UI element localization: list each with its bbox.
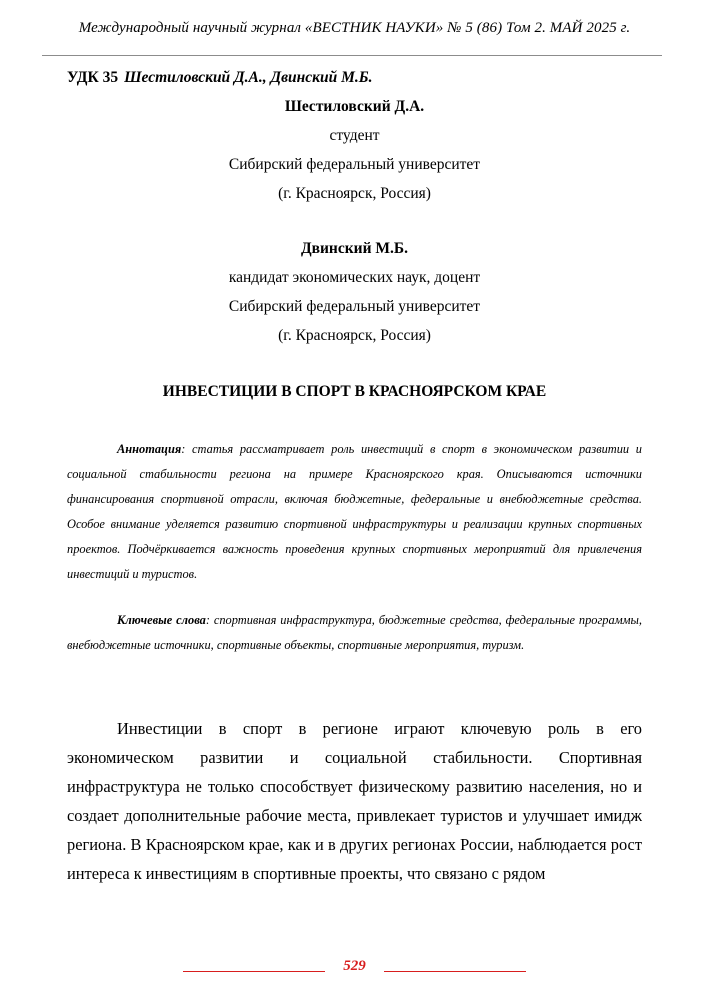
article-title: ИНВЕСТИЦИИ В СПОРТ В КРАСНОЯРСКОМ КРАЕ xyxy=(162,383,547,400)
body-paragraph: Инвестиции в спорт в регионе играют ключевую роль в его экономическом развитии и социальной стабильности. Спортивная инфраструктура не только способствует физическому развитию населения, но и создает дополнительные рабочие места, привлекает туристов и улучшает имидж региона. В Красноярском крае, как и в других регионах России, наблюдается рост интереса к инвестициям в спортивные проекты, что связано с рядом xyxy=(67,719,642,883)
keywords xyxy=(67,608,642,658)
author-location: (г. Красноярск, Россия) xyxy=(278,185,431,202)
keywords-text: : спортивная инфраструктура, бюджетные средства, федеральные программы, внебюджетные источники, спортивные объекты, спортивные мероприятия, туризм. xyxy=(67,613,642,652)
footer-rule-left xyxy=(183,971,325,972)
author-position: кандидат экономических наук, доцент xyxy=(228,269,481,286)
author-name: Двинский М.Б. xyxy=(300,240,409,257)
abstract-text: : статья рассматривает роль инвестиций в спорт в экономическом развитии и социальной стабильности региона на примере Красноярского края. Описываются источники финансирования спортивной отрасли, включая бюджетные, федеральные и внебюджетные средства. Особое внимание уделяется развитию спортивной инфраструктуры и реализации крупных спортивных проектов. Подчёркивается важность проведения крупных спортивных мероприятий для привлечения инвестиций и туристов. xyxy=(67,442,642,581)
author-affiliation: Сибирский федеральный университет xyxy=(228,298,481,315)
keywords-label: Ключевые слова xyxy=(117,613,206,627)
page-footer xyxy=(0,958,709,975)
udk-line xyxy=(67,69,372,87)
author-name: Шестиловский Д.А. xyxy=(284,98,425,115)
header-divider xyxy=(42,55,662,56)
author-block-2 xyxy=(67,234,642,350)
udk-code: УДК 35 xyxy=(67,69,119,86)
abstract-label: Аннотация xyxy=(117,442,182,456)
author-position: студент xyxy=(329,127,380,144)
footer-rule-right xyxy=(384,971,526,972)
author-block-1 xyxy=(67,92,642,208)
author-affiliation: Сибирский федеральный университет xyxy=(228,156,481,173)
journal-running-header: Международный научный журнал «ВЕСТНИК НАУКИ» № 5 (86) Том 2. МАЙ 2025 г. xyxy=(78,20,631,36)
page-number: 529 xyxy=(343,958,366,974)
udk-authors: Шестиловский Д.А., Двинский М.Б. xyxy=(124,69,373,86)
author-location: (г. Красноярск, Россия) xyxy=(278,327,431,344)
abstract xyxy=(67,437,642,587)
